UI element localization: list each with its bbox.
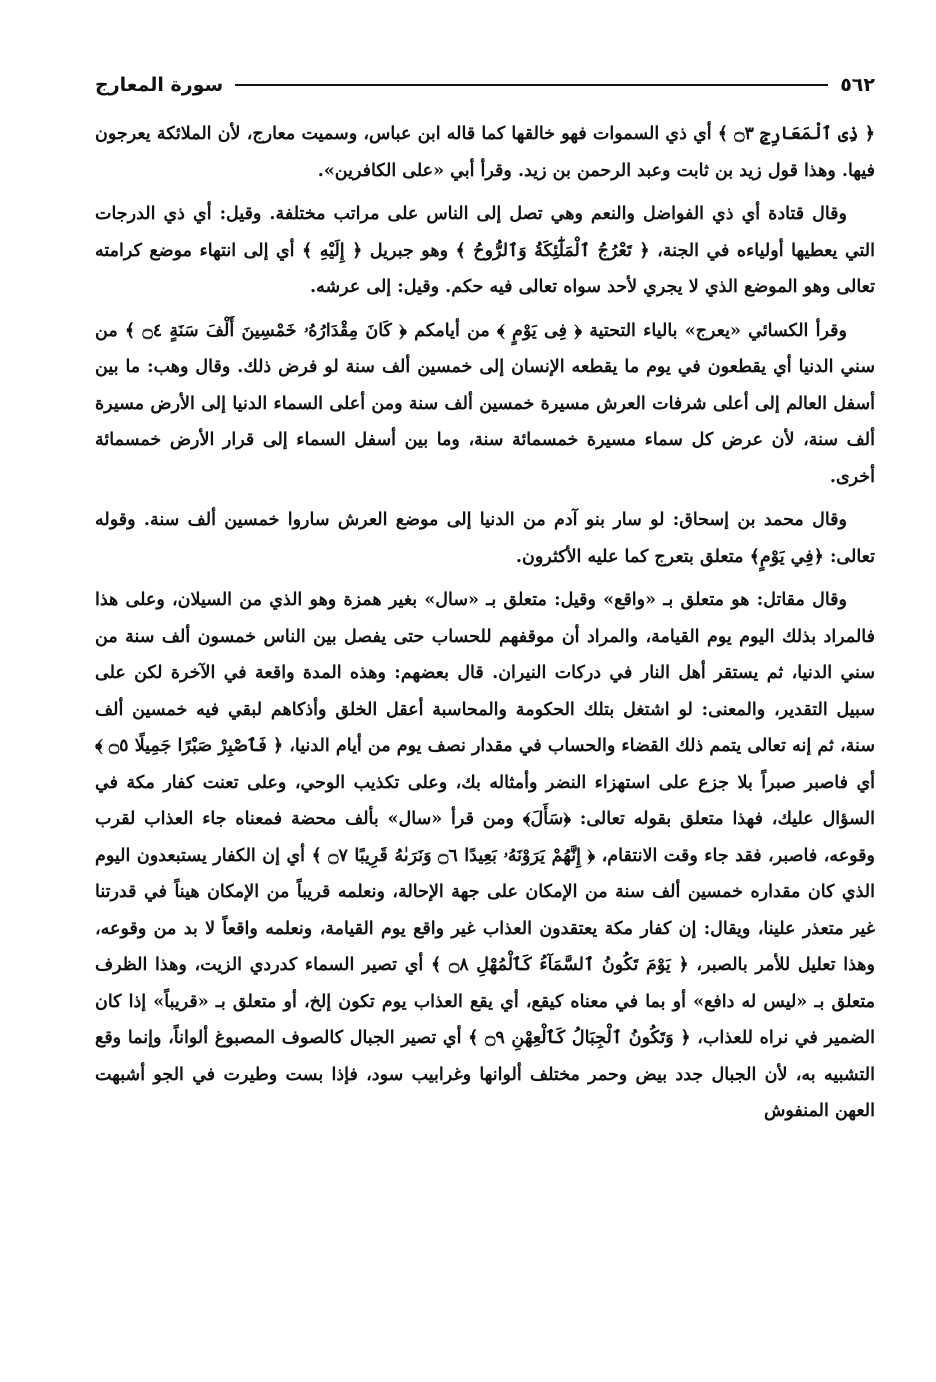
paragraph: وقال قتادة أي ذي الفواضل والنعم وهي تصل إلى الناس على مراتب مختلفة. وقيل: أي ذي الدرجات التي يعطيها أولياءه في الجنة، ﴿ تَعْرُجُ ٱلْمَلَٰٓئِكَةُ وَٱلرُّوحُ ﴾ وهو جبريل ﴿ إِلَيْهِ ﴾ أي إلى انتهاء موضع كرامته تعالى وهو الموضع الذي لا يجري لأحد سواه تعالى فيه حكم. وقيل: إلى عرشه. [95,204,875,297]
paragraph: ﴿ ذِى ٱلْمَعَارِجِ ۝٣ ﴾ أي ذي السموات فهو خالقها كما قاله ابن عباس، وسميت معارج، لأن الملائكة يعرجون فيها. وهذا قول زيد بن ثابت وعبد الرحمن بن زيد. وقرأ أبي «على الكافرين». [95,124,875,181]
book-page [95,62,875,1362]
paragraph: وقال مقاتل: هو متعلق بـ «واقع» وقيل: متعلق بـ «سال» بغير همزة وهو الذي من السيلان، وعلى هذا فالمراد بذلك اليوم يوم القيامة، والمراد أن موقفهم للحساب حتى يفصل بين الناس خمسون ألف سنة من سني الدنيا، ثم يستقر أهل النار في دركات النيران. قال بعضهم: وهذه المدة واقعة في الآخرة لكن على سبيل التقدير، والمعنى: لو اشتغل بتلك الحكومة والمحاسبة أعقل الخلق وأذكاهم لبقي فيه خمسين ألف سنة، ثم إنه تعالى يتمم ذلك القضاء والحساب في مقدار نصف يوم من أيام الدنيا، ﴿ فَٱصْبِرْ صَبْرًا جَمِيلًا ۝٥ ﴾ أي فاصبر صبراً بلا جزع على استهزاء النضر وأمثاله بك، وعلى تكذيب الوحي، وعلى تعنت كفار مكة في السؤال عليك، فهذا متعلق بقوله تعالى: ﴿سَأَلَ﴾ ومن قرأ «سال» بألف محضة فمعناه جاء العذاب لقرب وقوعه، فاصبر، فقد جاء وقت الانتقام، ﴿ إِنَّهُمْ يَرَوْنَهُۥ بَعِيدًا ۝٦ وَنَرَىٰهُ قَرِيبًا ۝٧ ﴾ أي إن الكفار يستبعدون اليوم الذي كان مقداره خمسين ألف سنة من الإمكان على جهة الإحالة، ونعلمه قريباً من الإمكان هيناً في قدرتنا غير متعذر علينا، ويقال: إن كفار مكة يعتقدون العذاب غير واقع يوم القيامة، ونعلمه واقعاً لا بد من وقوعه، وهذا تعليل للأمر بالصبر، ﴿ يَوْمَ تَكُونُ ٱلسَّمَآءُ كَٱلْمُهْلِ ۝٨ ﴾ أي تصير السماء كدردي الزيت، وهذا الظرف متعلق بـ «ليس له دافع» أو بما في معناه كيقع، أي يقع العذاب يوم تكون إلخ، أو متعلق بـ «قريباً» إذا كان الضمير في نراه للعذاب، ﴿ وَتَكُونُ ٱلْجِبَالُ كَٱلْعِهْنِ ۝٩ ﴾ أي تصير الجبال كالصوف المصبوغ ألواناً، وإنما وقع التشبيه به، لأن الجبال جدد بيض وحمر مختلف ألوانها وغرابيب سود، فإذا بست وطيرت في الجو أشبهت العهن المنفوش [95,590,875,1121]
header-rule [235,84,828,86]
paragraph: وقال محمد بن إسحاق: لو سار بنو آدم من الدنيا إلى موضع العرش ساروا خمسين ألف سنة. وقوله تعالى: ﴿فِي يَوْمٍ﴾ متعلق بتعرج كما عليه الأكثرون. [95,510,875,567]
commentary-text [95,116,875,1130]
page-number: ٥٦٢ [840,74,875,96]
surah-title: سورة المعارج [95,74,224,96]
paragraph: وقرأ الكسائي «يعرج» بالياء التحتية ﴿ فِى يَوْمٍ ﴾ من أيامكم ﴿ كَانَ مِقْدَارُهُۥ خَمْسِينَ أَلْفَ سَنَةٍ ۝٤ ﴾ من سني الدنيا أي يقطعون في يوم ما يقطعه الإنسان إلى خمسين ألف سنة لو فرض ذلك. وقال وهب: ما بين أسفل العالم إلى أعلى شرفات العرش مسيرة خمسين ألف سنة ومن أعلى السماء الدنيا إلى الأرض مسيرة ألف سنة، لأن عرض كل سماء مسيرة خمسمائة سنة، وما بين أسفل السماء إلى قرار الأرض خمسمائة أخرى. [95,320,875,487]
running-header [95,62,875,108]
